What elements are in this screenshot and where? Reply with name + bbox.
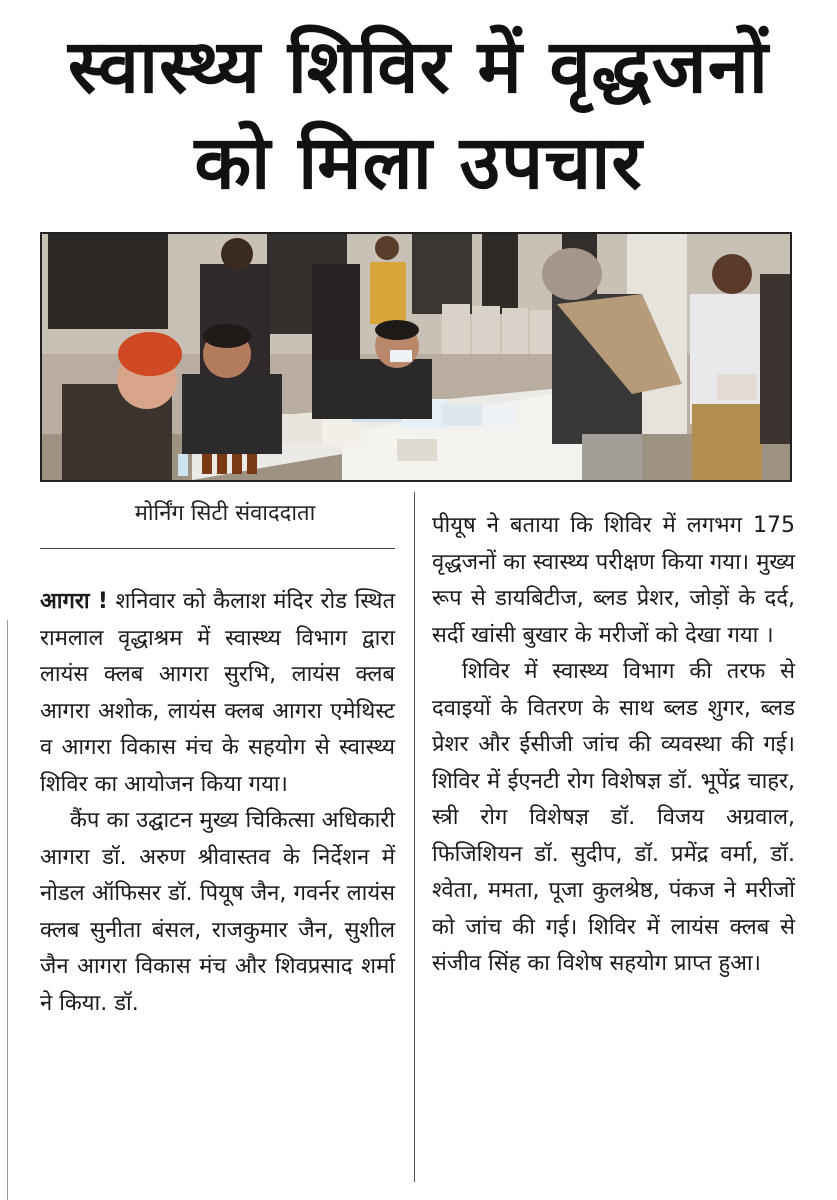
health-camp-photo xyxy=(40,232,792,482)
left-edge-rule xyxy=(7,620,8,1200)
right-column xyxy=(432,508,795,983)
left-paragraph-2: कैंप का उद्घाटन मुख्य चिकित्सा अधिकारी आगरा डॉ. अरुण श्रीवास्तव के निर्देशन में नोडल ऑफिसर डॉ. पियूष जैन, गवर्नर लायंस क्लब सुनीता बंसल, राजकुमार जैन, सुशील जैन आगरा विकास मंच और शिवप्रसाद शर्मा ने किया. डॉ. xyxy=(40,808,395,1016)
right-paragraph-2: शिविर में स्वास्थ्य विभाग की तरफ से दवाइयों के वितरण के साथ ब्लड शुगर, ब्लड प्रेशर और ईसीजी जांच की व्यवस्था की गई। शिविर में ईएनटी रोग विशेषज्ञ डॉ. भूपेंद्र चाहर, स्त्री रोग विशेषज्ञ डॉ. विजय अग्रवाल, फिजिशियन डॉ. सुदीप, डॉ. प्रमेंद्र वर्मा, डॉ. श्वेता, ममता, पूजा कुलश्रेष्ठ, पंकज ने मरीजों को जांच की गई। शिविर में लायंस क्लब से संजीव सिंह का विशेष सहयोग प्राप्त हुआ। xyxy=(432,659,795,976)
right-paragraph-1: पीयूष ने बताया कि शिविर में लगभग 175 वृद्धजनों का स्वास्थ्य परीक्षण किया गया। मुख्य रूप से डायबिटीज, ब्लड प्रेशर, जोड़ों के दर्द, सर्दी खांसी बुखार के मरीजों को देखा गया । xyxy=(432,513,795,648)
left-column xyxy=(40,584,395,1022)
headline-line-1: स्वास्थ्य शिविर में वृद्धजनों xyxy=(68,24,769,110)
left-paragraph-1 xyxy=(40,584,395,803)
dateline: आगरा ! xyxy=(40,589,108,614)
column-divider xyxy=(414,492,415,1182)
byline: मोर्निंग सिटी संवाददाता xyxy=(134,501,316,526)
byline-rule xyxy=(40,548,395,549)
left-paragraph-1-text: शनिवार को कैलाश मंदिर रोड स्थित रामलाल वृद्धाश्रम में स्वास्थ्य विभाग द्वारा लायंस क्लब आगरा सुरभि, लायंस क्लब आगरा अशोक, लायंस क्लब आगरा एमेथिस्ट व आगरा विकास मंच के सहयोग से स्वास्थ्य शिविर का आयोजन किया गया। xyxy=(40,589,395,797)
headline-line-2: को मिला उपचार xyxy=(194,120,643,206)
